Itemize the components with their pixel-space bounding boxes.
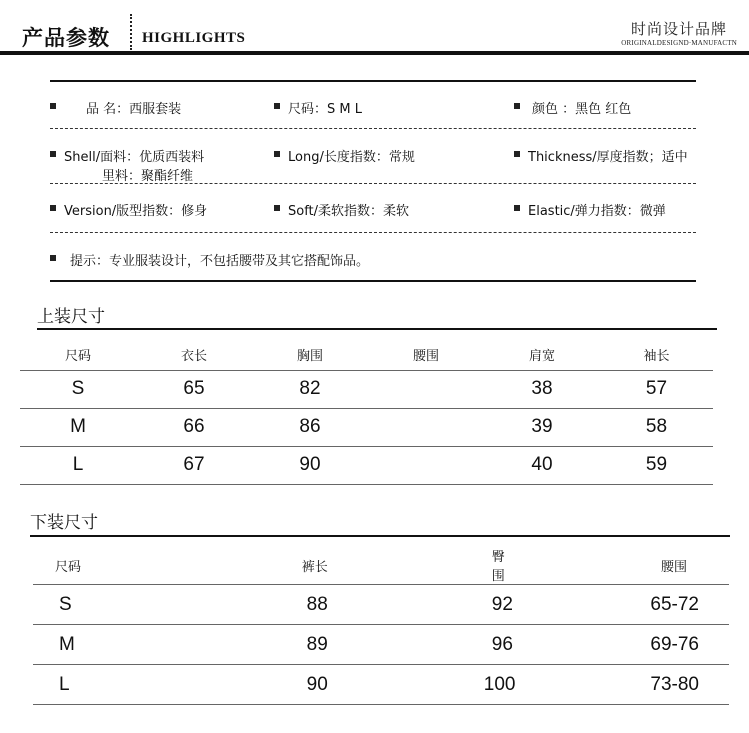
header-cell: 腰围 bbox=[660, 559, 687, 575]
table-cell: 65 bbox=[183, 378, 205, 399]
table-cell: L bbox=[72, 454, 84, 475]
bullet-icon bbox=[50, 255, 56, 261]
header-cell: 尺码 bbox=[55, 559, 82, 575]
table-cell: 90 bbox=[306, 673, 328, 695]
table-cell: 65-72 bbox=[650, 593, 699, 615]
table-row bbox=[20, 408, 713, 446]
table-cell: 96 bbox=[491, 633, 513, 655]
bullet-icon bbox=[514, 205, 520, 211]
table-cell: 67 bbox=[183, 454, 205, 475]
table-cell: 82 bbox=[299, 378, 321, 399]
bullet-icon bbox=[50, 151, 56, 157]
table-cell: 86 bbox=[299, 416, 321, 437]
table-header-row bbox=[33, 546, 729, 585]
attr-bottom-rule bbox=[50, 280, 696, 282]
table-cell: 38 bbox=[531, 378, 553, 399]
header-cell: 袖长 bbox=[643, 349, 670, 365]
attr-version bbox=[50, 200, 207, 219]
bullet-icon bbox=[514, 103, 520, 109]
attr-sizes bbox=[274, 98, 362, 117]
table-cell: M bbox=[70, 416, 86, 437]
header-cell: 肩宽 bbox=[528, 349, 555, 365]
table-cell: 59 bbox=[645, 454, 668, 475]
title-divider bbox=[130, 14, 132, 50]
bullet-icon bbox=[514, 151, 520, 157]
bullet-icon bbox=[50, 103, 56, 109]
page-title: 产品参数 bbox=[22, 26, 110, 50]
table-header-row bbox=[20, 340, 713, 370]
header-cell: 裤长 bbox=[301, 559, 328, 575]
attr-label: 颜色 ：黑色 红色 bbox=[532, 102, 632, 117]
attr-label-lining: 里料：聚酯纤维 bbox=[102, 169, 194, 184]
attr-divider bbox=[50, 232, 696, 233]
table-row bbox=[33, 665, 729, 705]
table-cell: 39 bbox=[531, 416, 553, 437]
bottom-table-rule bbox=[30, 535, 730, 537]
attr-label: Long/长度指数：常规 bbox=[288, 150, 415, 165]
attr-divider bbox=[50, 183, 696, 184]
top-table-title: 上装尺寸 bbox=[37, 307, 105, 327]
table-cell: 57 bbox=[645, 378, 668, 399]
note-text: 提示：专业服装设计，不包括腰带及其它搭配饰品。 bbox=[70, 254, 370, 269]
header-cell: 胸围 bbox=[296, 349, 323, 365]
attr-label: Version/版型指数：修身 bbox=[64, 204, 208, 219]
header-cell: 臀围 bbox=[491, 550, 505, 584]
attr-note bbox=[50, 250, 369, 269]
attr-label: Elastic/弹力指数：微弹 bbox=[528, 204, 666, 219]
table-cell bbox=[368, 408, 484, 446]
table-cell: 66 bbox=[183, 416, 205, 437]
table-cell: S bbox=[71, 378, 85, 399]
table-cell: 89 bbox=[306, 633, 328, 655]
table-row bbox=[20, 446, 713, 484]
bottom-table-title: 下装尺寸 bbox=[30, 513, 98, 533]
attr-soft bbox=[274, 200, 409, 219]
bullet-icon bbox=[274, 151, 280, 157]
attr-top-rule bbox=[50, 80, 696, 82]
table-cell: 69-76 bbox=[650, 633, 699, 655]
brand-tagline: ORIGINALDESIGND·MANUFACTN bbox=[621, 39, 737, 47]
table-row bbox=[33, 585, 729, 625]
bullet-icon bbox=[50, 205, 56, 211]
attr-elastic bbox=[514, 200, 666, 219]
attr-text-block bbox=[64, 146, 204, 184]
table-cell: 88 bbox=[306, 593, 328, 615]
header-cell: 衣长 bbox=[180, 349, 207, 365]
bullet-icon bbox=[274, 103, 280, 109]
table-cell: L bbox=[59, 673, 70, 695]
header-rule bbox=[0, 51, 749, 55]
table-cell: 92 bbox=[491, 593, 513, 615]
attr-thickness bbox=[514, 146, 688, 165]
table-cell bbox=[368, 446, 484, 484]
table-cell: 58 bbox=[645, 416, 668, 437]
attr-divider bbox=[50, 128, 696, 129]
attr-label: 品 名：西服套装 bbox=[86, 102, 182, 117]
table-row bbox=[33, 625, 729, 665]
table-cell: 100 bbox=[483, 673, 516, 695]
bullet-icon bbox=[274, 205, 280, 211]
attr-product-name bbox=[50, 98, 181, 117]
header-cell: 尺码 bbox=[64, 349, 91, 365]
page-subtitle: HIGHLIGHTS bbox=[142, 30, 246, 46]
attr-shell bbox=[50, 146, 204, 184]
attr-length bbox=[274, 146, 415, 165]
header-cell: 腰围 bbox=[412, 349, 439, 365]
attr-colors bbox=[514, 98, 631, 117]
table-cell: 73-80 bbox=[650, 673, 699, 695]
table-cell bbox=[368, 370, 484, 408]
attr-label: 尺码：S M L bbox=[288, 102, 362, 117]
attr-label: Shell/面料：优质西装料 bbox=[64, 150, 205, 165]
table-cell: M bbox=[59, 633, 75, 655]
top-table-rule bbox=[37, 328, 717, 330]
table-cell: S bbox=[59, 593, 72, 615]
top-size-table bbox=[20, 340, 713, 485]
table-row bbox=[20, 370, 713, 408]
attr-label: Soft/柔软指数：柔软 bbox=[288, 204, 410, 219]
bottom-size-table bbox=[33, 546, 729, 705]
table-cell: 90 bbox=[299, 454, 321, 475]
brand-name: 时尚设计品牌 bbox=[630, 20, 727, 38]
attr-label: Thickness/厚度指数；适中 bbox=[528, 150, 688, 165]
table-cell: 40 bbox=[531, 454, 553, 475]
